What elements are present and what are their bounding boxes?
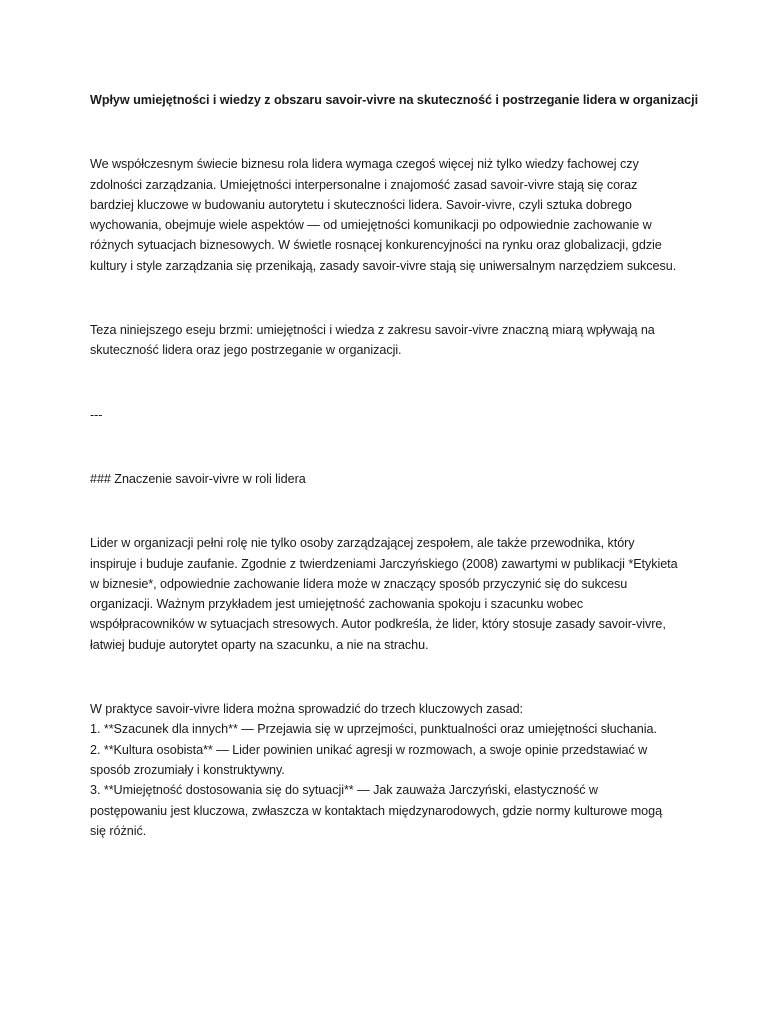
document-title: Wpływ umiejętności i wiedzy z obszaru savoir-vivre na skuteczność i postrzeganie lidera w organizacji — [90, 93, 699, 107]
list-item: 3. **Umiejętność dostosowania się do sytuacji** — Jak zauważa Jarczyński, elastyczność w postępowaniu jest kluczowa, zwłaszcza w kontaktach międzynarodowych, gdzie normy kulturowe mogą się różnić. — [90, 783, 663, 838]
separator-line: --- — [90, 407, 103, 422]
paragraph-intro: We współczesnym świecie biznesu rola lidera wymaga czegoś więcej niż tylko wiedzy fachowej czy zdolności zarządzania. Umiejętności interpersonalne i znajomość zasad savoir-vivre stają się coraz bardziej kluczowe w budowaniu autorytetu i skuteczności lidera. Savoir-vivre, czyli sztuka dobrego wychowania, obejmuje wiele aspektów — od umiejętności komunikacji po odpowiednie zachowanie w różnych sytuacjach biznesowych. W świetle rosnącej konkurencyjności na rynku oraz globalizacji, gdzie kultury i style zarządzania się przenikają, zasady savoir-vivre stają się uniwersalnym narzędziem sukcesu. — [90, 157, 677, 273]
paragraph-thesis: Teza niniejszego eseju brzmi: umiejętności i wiedza z zakresu savoir-vivre znaczną miarą wpływają na skuteczność lidera oraz jego postrzeganie w organizacji. — [90, 323, 655, 358]
section-heading: ### Znaczenie savoir-vivre w roli lidera — [90, 471, 306, 486]
paragraph-practice: W praktyce savoir-vivre lidera można sprowadzić do trzech kluczowych zasad: — [90, 702, 523, 717]
list-item: 1. **Szacunek dla innych** — Przejawia się w uprzejmości, punktualności oraz umiejętności słuchania. — [90, 722, 657, 737]
document-body — [90, 90, 699, 841]
list-item: 2. **Kultura osobista** — Lider powinien unikać agresji w rozmowach, a swoje opinie przedstawiać w sposób zrozumiały i konstruktywny. — [90, 742, 648, 777]
paragraph-role: Lider w organizacji pełni rolę nie tylko osoby zarządzającej zespołem, ale także przewodnika, który inspiruje i buduje zaufanie. Zgodnie z twierdzeniami Jarczyńskiego (2008) zawartymi w publikacji *Etykieta w biznesie*, odpowiednie zachowanie lidera może w znaczący sposób przyczynić się do sukcesu organizacji. Ważnym przykładem jest umiejętność zachowania spokoju i szacunku wobec współpracowników w sytuacjach stresowych. Autor podkreśla, że lider, który stosuje zasady savoir-vivre, łatwiej buduje autorytet oparty na szacunku, a nie na strachu. — [90, 536, 678, 652]
